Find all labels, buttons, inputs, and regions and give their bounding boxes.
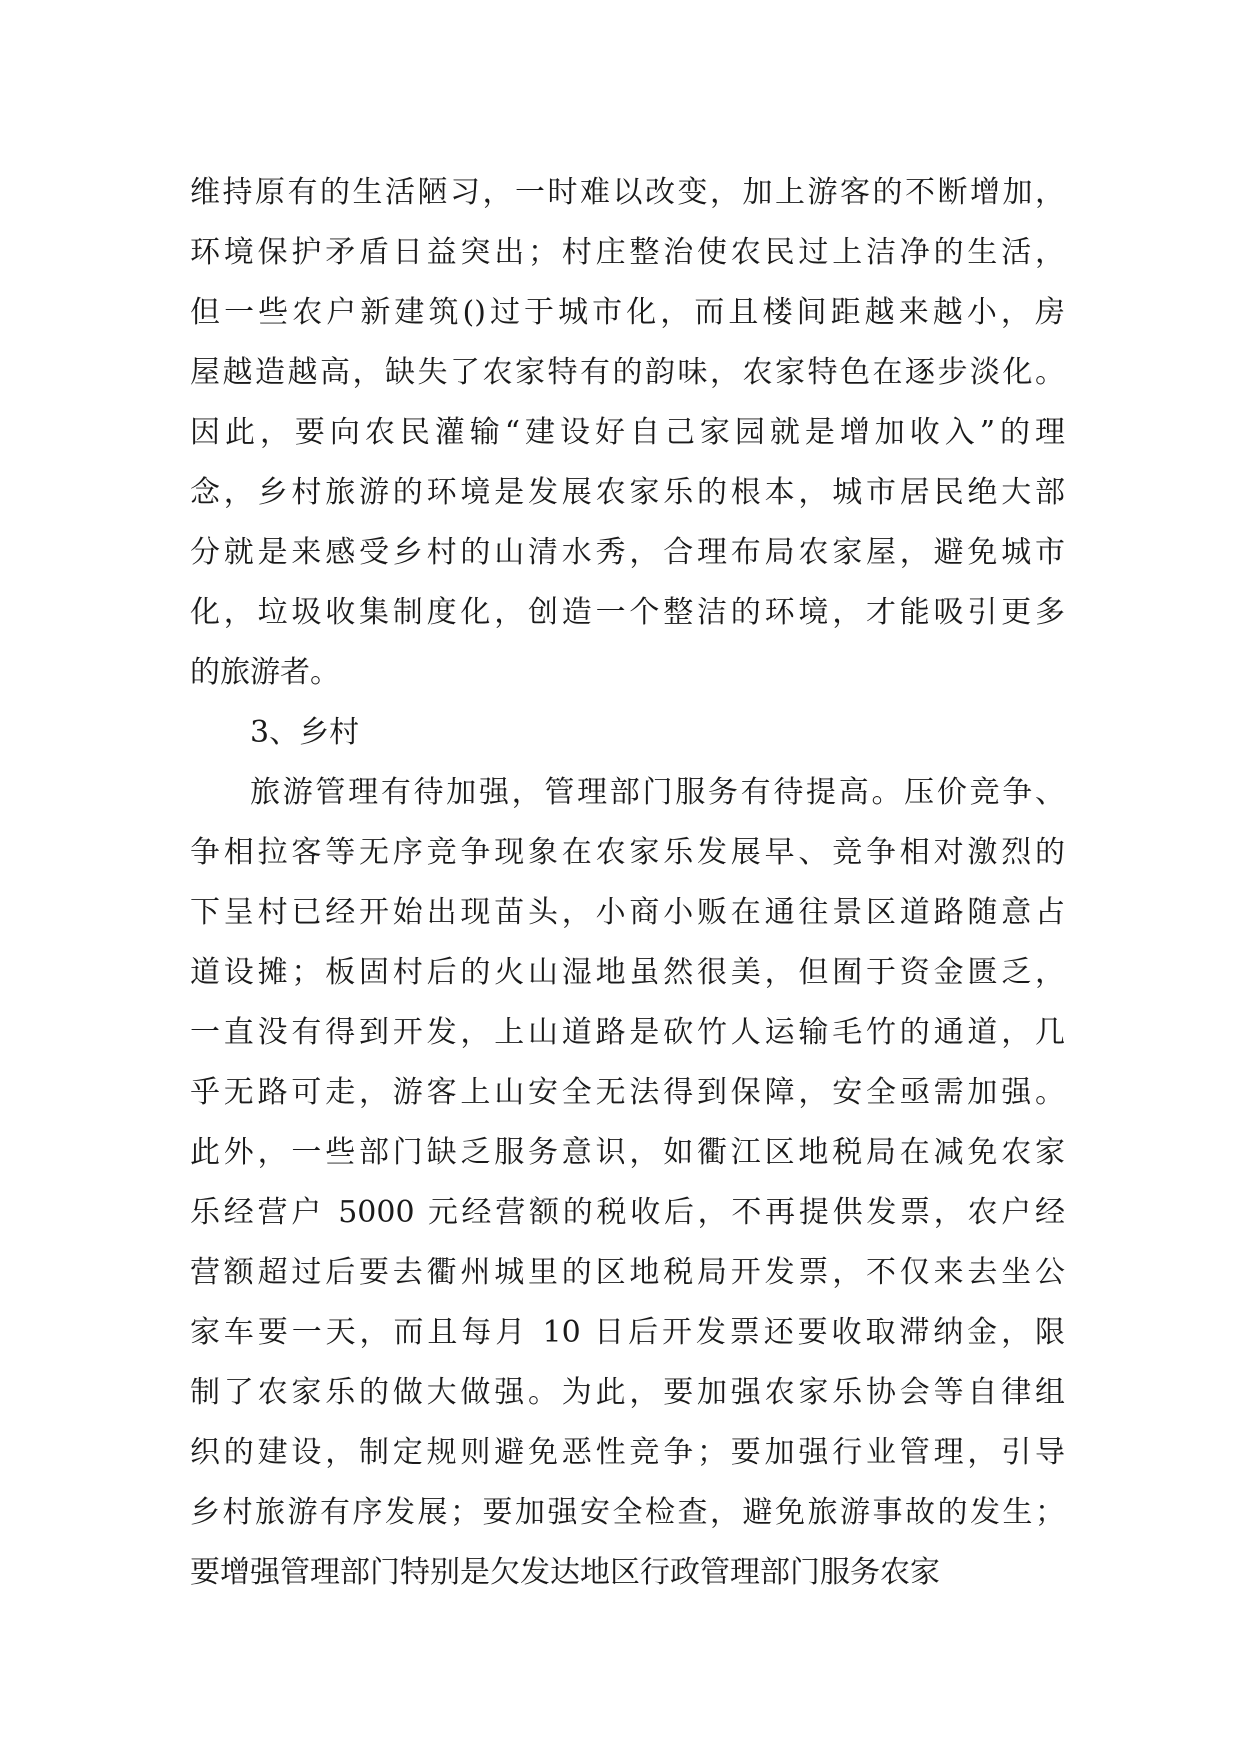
text-line: 环境保护矛盾日益突出；村庄整治使农民过上洁净的生活， — [190, 235, 1065, 270]
text-line: 争相拉客等无序竞争现象在农家乐发展早、竞争相对激烈的 — [190, 835, 1065, 870]
text-line: 要增强管理部门特别是欠发达地区行政管理部门服务农家 — [190, 1555, 940, 1590]
text-line: 因此，要向农民灌输“建设好自己家园就是增加收入”的理 — [190, 415, 1065, 450]
text-line: 乐经营户 5000 元经营额的税收后，不再提供发票，农户经 — [190, 1195, 1065, 1230]
text-line: 乎无路可走，游客上山安全无法得到保障，安全亟需加强。 — [190, 1075, 1065, 1110]
text-line: 化，垃圾收集制度化，创造一个整洁的环境，才能吸引更多 — [190, 595, 1065, 630]
text-line: 旅游管理有待加强，管理部门服务有待提高。压价竞争、 — [250, 775, 1065, 810]
text-line: 制了农家乐的做大做强。为此，要加强农家乐协会等自律组 — [190, 1375, 1065, 1410]
document-body — [190, 163, 1065, 1603]
section-heading: 3、乡村 — [250, 715, 360, 750]
text-line: 分就是来感受乡村的山清水秀，合理布局农家屋，避免城市 — [190, 535, 1065, 570]
text-line: 乡村旅游有序发展；要加强安全检查，避免旅游事故的发生； — [190, 1495, 1065, 1530]
text-line: 道设摊；板固村后的火山湿地虽然很美，但囿于资金匮乏， — [190, 955, 1065, 990]
text-line: 家车要一天，而且每月 10 日后开发票还要收取滞纳金，限 — [190, 1315, 1065, 1350]
text-line: 下呈村已经开始出现苗头，小商小贩在通往景区道路随意占 — [190, 895, 1065, 930]
text-line: 一直没有得到开发，上山道路是砍竹人运输毛竹的通道，几 — [190, 1015, 1065, 1050]
text-line: 此外，一些部门缺乏服务意识，如衢江区地税局在减免农家 — [190, 1135, 1065, 1170]
text-line: 屋越造越高，缺失了农家特有的韵味，农家特色在逐步淡化。 — [190, 355, 1065, 390]
text-line: 但一些农户新建筑()过于城市化，而且楼间距越来越小，房 — [190, 295, 1065, 330]
text-line: 维持原有的生活陋习，一时难以改变，加上游客的不断增加， — [190, 175, 1065, 210]
text-line: 织的建设，制定规则避免恶性竞争；要加强行业管理，引导 — [190, 1435, 1065, 1470]
text-line: 念，乡村旅游的环境是发展农家乐的根本，城市居民绝大部 — [190, 475, 1065, 510]
text-line: 的旅游者。 — [190, 655, 340, 690]
text-line: 营额超过后要去衢州城里的区地税局开发票，不仅来去坐公 — [190, 1255, 1065, 1290]
